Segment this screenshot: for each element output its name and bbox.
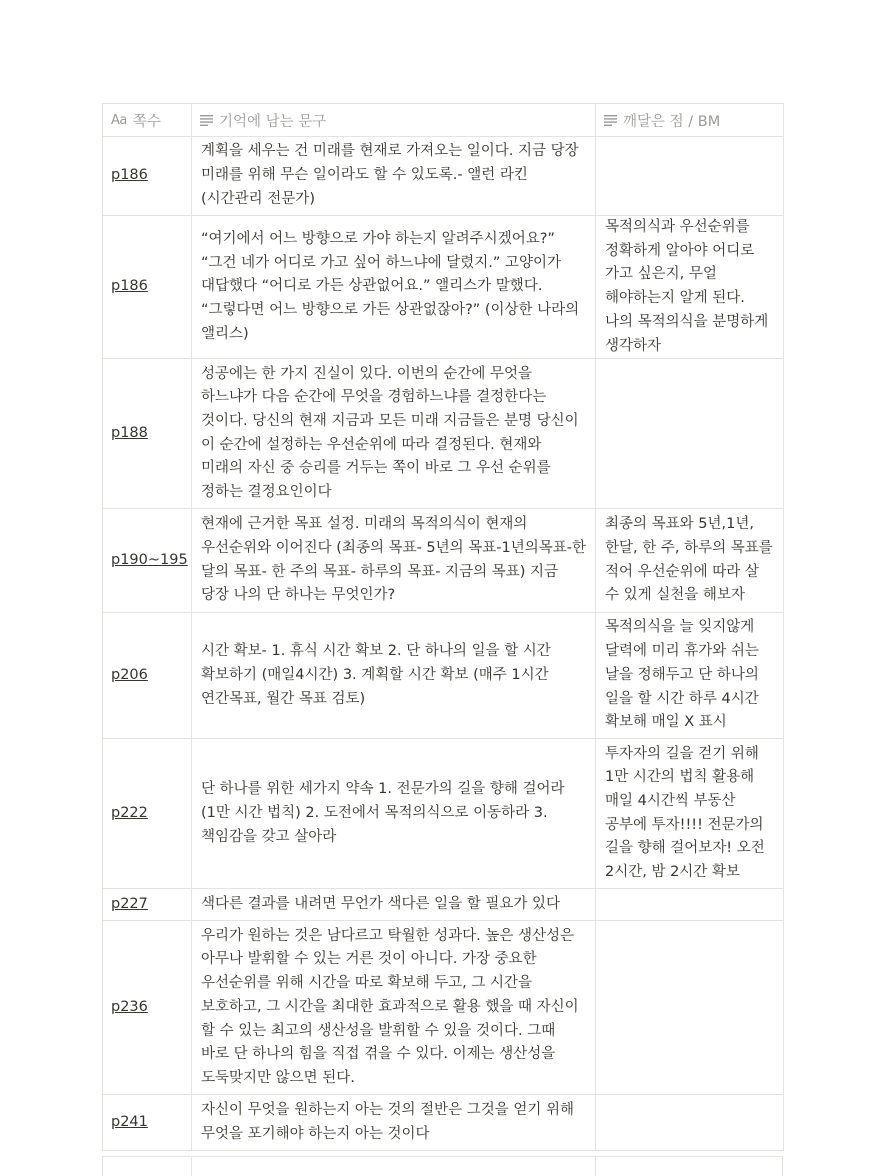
note-cell[interactable] (596, 359, 784, 509)
cell-border (782, 1156, 783, 1176)
next-row-divider (102, 1156, 783, 1157)
text-lines-icon (604, 115, 617, 126)
note-text: 목적의식과 우선순위를 정확하게 알아야 어디로 가고 싶은지, 무얼 해야하는지 알게 된다. 나의 목적의식을 분명하게 생각하자 (605, 219, 769, 354)
column-header-page[interactable] (103, 104, 192, 137)
note-text: 투자자의 길을 걷기 위해 1만 시간의 법칙 활용해 매일 4시간씩 부동산 공부에 투자!!!! 전문가의 길을 향해 걸어보자! 오전 2시간, 밤 2시간 확보 (605, 745, 765, 881)
table-row (103, 739, 784, 889)
quote-text: 자신이 무엇을 원하는지 아는 것의 절반은 그것을 얻기 위해 무엇을 포기해야 하는지 아는 것이다 (201, 1102, 575, 1142)
column-header-label: 쪽수 (132, 113, 161, 130)
quote-cell[interactable] (192, 921, 596, 1095)
page-cell (103, 889, 192, 921)
table-row (103, 359, 784, 509)
cell-border (191, 1156, 192, 1176)
page-link[interactable]: p227 (111, 895, 148, 912)
column-header-quote[interactable] (192, 104, 596, 137)
note-cell[interactable] (596, 921, 784, 1095)
page-cell (103, 509, 192, 613)
note-cell[interactable] (596, 739, 784, 889)
table-row (103, 137, 784, 216)
table-row (103, 921, 784, 1095)
quote-text: 색다른 결과를 내려면 무언가 색다른 일을 할 필요가 있다 (201, 895, 561, 912)
note-text: 목적의식을 늘 잊지않게 달력에 미리 휴가와 쉬는 날을 정해두고 단 하나의 일을 할 시간 하루 4시간 확보해 매일 X 표시 (605, 619, 759, 731)
notes-table (102, 103, 784, 1151)
table-row (103, 613, 784, 739)
quote-cell[interactable] (192, 613, 596, 739)
page-cell (103, 1095, 192, 1151)
page-link[interactable]: p222 (111, 804, 148, 821)
quote-cell[interactable] (192, 1095, 596, 1151)
table-row (103, 1095, 784, 1151)
column-header-label: 깨달은 점 / BM (623, 113, 721, 130)
quote-cell[interactable] (192, 889, 596, 921)
note-text: 최종의 목표와 5년,1년,한달, 한 주, 하루의 목표를 적어 우선순위에 따라 살 수 있게 실천을 해보자 (605, 516, 773, 604)
quote-text: 우리가 원하는 것은 남다르고 탁월한 성과다. 높은 생산성은 아무나 발휘할 수 있는 거른 것이 아니다. 가장 중요한 우선순위를 위해 시간을 따로 확보해 두고, 그 시간을 보호하고, 그 시간을 최대한 효과적으로 활용 했을 때 자신이 할 수 있는 최고의 생산성을 발휘할 수 있을 것이다. 그때 바로 단 하나의 힘을 직접 겪을 수 있다. 이제는 생산성을 도둑맞지만 않으면 된다. (201, 927, 579, 1086)
table-header-row (103, 104, 784, 137)
page-cell (103, 613, 192, 739)
note-cell[interactable] (596, 137, 784, 216)
quote-cell[interactable] (192, 137, 596, 216)
quote-text: 현재에 근거한 목표 설정. 미래의 목적의식이 현재의 우선순위와 이어진다 (최종의 목표- 5년의 목표-1년의목표-한 달의 목표- 한 주의 목표- 하루의 목표- 지금의 목표) 지금 당장 나의 단 하나는 무엇인가? (201, 516, 587, 604)
page-link[interactable]: p186 (111, 167, 148, 184)
note-cell[interactable] (596, 613, 784, 739)
page-link[interactable]: p241 (111, 1113, 148, 1130)
quote-cell[interactable] (192, 739, 596, 889)
quote-cell[interactable] (192, 359, 596, 509)
page-link[interactable]: p190~195 (111, 551, 188, 568)
quote-text: 계획을 세우는 건 미래를 현재로 가져오는 일이다. 지금 당장 미래를 위해 무슨 일이라도 할 수 있도록.- 앨런 라킨(시간관리 전문가) (201, 143, 579, 207)
page-cell (103, 921, 192, 1095)
quote-text: “여기에서 어느 방향으로 가야 하는지 알려주시겠어요?” “그건 네가 어디로 가고 싶어 하느냐에 달렸지.” 고양이가 대답했다 “어디로 가든 상관없어요.” 앨리스가 말했다. “그렇다면 어느 방향으로 가든 상관없잖아?” (이상한 나라의 앨리스) (201, 230, 580, 342)
page-link[interactable]: p206 (111, 666, 148, 683)
quote-text: 시간 확보- 1. 휴식 시간 확보 2. 단 하나의 일을 할 시간 확보하기 (매일4시간) 3. 계획할 시간 확보 (매주 1시간 연간목표, 월간 목표 검토) (201, 643, 551, 707)
table-row (103, 889, 784, 921)
note-cell[interactable] (596, 509, 784, 613)
page-cell (103, 739, 192, 889)
column-header-note[interactable] (596, 104, 784, 137)
text-aa-icon: Aa (111, 112, 127, 128)
quote-cell[interactable] (192, 216, 596, 359)
page-cell (103, 137, 192, 216)
text-lines-icon (200, 115, 213, 126)
note-cell[interactable] (596, 889, 784, 921)
quote-text: 성공에는 한 가지 진실이 있다. 이번의 순간에 무엇을 하느냐가 다음 순간에 무엇을 경험하느냐를 결정한다는 것이다. 당신의 현재 지금과 모든 미래 지금들은 분명 당신이 이 순간에 설정하는 우선순위에 따라 결정된다. 현재와 미래의 자신 중 승리를 거두는 쪽이 바로 그 우선 순위를 정하는 결정요인이다 (201, 365, 579, 501)
page-link[interactable]: p188 (111, 424, 148, 441)
note-cell[interactable] (596, 1095, 784, 1151)
note-cell[interactable] (596, 216, 784, 359)
page-link[interactable]: p186 (111, 278, 148, 295)
page-cell (103, 216, 192, 359)
page-link[interactable]: p236 (111, 998, 148, 1015)
table-row (103, 216, 784, 359)
cell-border (595, 1156, 596, 1176)
quote-cell[interactable] (192, 509, 596, 613)
table-row (103, 509, 784, 613)
column-header-label: 기억에 남는 문구 (219, 113, 327, 130)
cell-border (102, 1156, 103, 1176)
page-cell (103, 359, 192, 509)
quote-text: 단 하나를 위한 세가지 약속 1. 전문가의 길을 향해 걸어라 (1만 시간 법칙) 2. 도전에서 목적의식으로 이동하라 3. 책임감을 갖고 살아라 (201, 781, 565, 845)
